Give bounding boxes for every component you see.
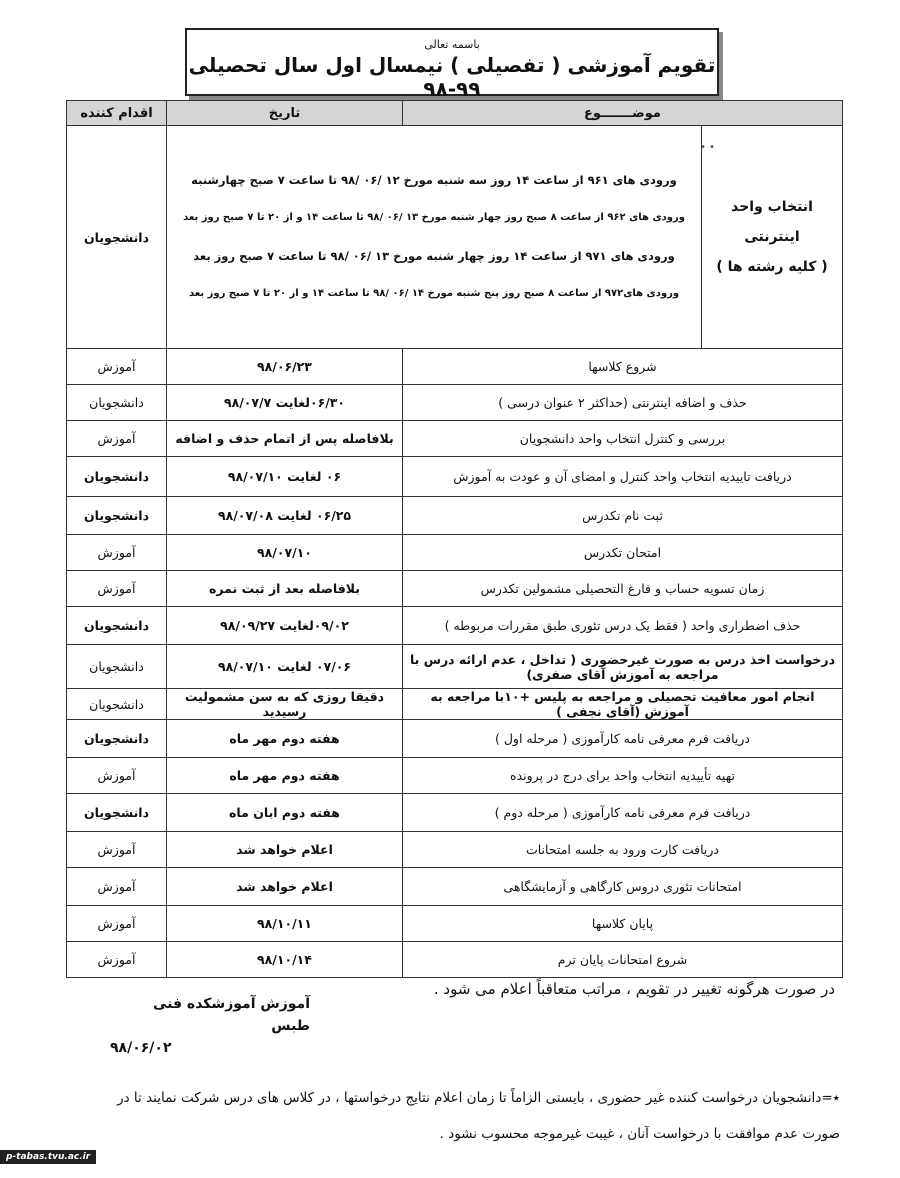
row-date: ۰۶/۲۵ لغایت ۹۸/۰۷/۰۸ [167,497,403,535]
row-date: ۰۹/۰۲لغایت ۹۸/۰۹/۲۷ [167,607,403,645]
row-actor: دانشجویان [67,720,167,758]
table-row [67,607,843,645]
registration-row [67,126,843,349]
table-row [67,421,843,457]
title-box [185,28,719,101]
row-subject: تهیه تأییدیه انتخاب واحد برای درج در پرونده [403,758,843,794]
table-row [67,720,843,758]
registration-cell [167,126,843,349]
row-date: اعلام خواهد شد [167,832,403,868]
table-row [67,497,843,535]
row-actor: آموزش [67,942,167,978]
row-subject: زمان تسویه حساب و فارغ التحصیلی مشمولین تکدرس [403,571,843,607]
row-actor: آموزش [67,758,167,794]
table-row [67,349,843,385]
table-row [67,385,843,421]
footnote-line: صورت عدم موافقت با درخواست آنان ، غیبت غیرموجه محسوب نشود . [439,1126,840,1142]
row-actor: دانشجویان [67,385,167,421]
page-title: تقویم آموزشی ( تفصیلی ) نیمسال اول سال تحصیلی ۹۹-۹۸ [188,53,716,101]
registration-actor: دانشجویان [67,126,167,349]
table-row [67,758,843,794]
row-date: اعلام خواهد شد [167,868,403,906]
row-subject: شروع کلاسها [403,349,843,385]
row-actor: آموزش [67,868,167,906]
row-actor: آموزش [67,571,167,607]
table-row [67,906,843,942]
header-date: تاریخ [167,101,403,126]
signature-name: آموزش آموزشکده فنی طبس [153,996,310,1034]
registration-line: ورودی های ۹۷۱ از ساعت ۱۴ روز چهار شنبه مورخ ۱۳ /۰۶ /۹۸ تا ساعت ۷ صبح روز بعد [193,249,675,263]
row-subject: درخواست اخذ درس به صورت غیرحضوری ( تداخل ، عدم ارائه درس با مراجعه به آموزش آقای صفری) [403,645,843,689]
row-subject: شروع امتحانات پایان ترم [403,942,843,978]
row-date: ۹۸/۰۷/۱۰ [167,535,403,571]
header-subject: موضـــــــوع [403,101,843,126]
row-date: ۹۸/۰۶/۲۳ [167,349,403,385]
footnote-line: ٭=دانشجویان درخواست کننده غیر حضوری ، بایستی الزاماً تا زمان اعلام نتایج درخواستها ، در کلاس های درس شرکت نمایند تا در [117,1090,840,1106]
signature-block [110,993,310,1059]
academic-calendar-table [66,100,843,978]
row-subject: حذف اضطراری واحد ( فقط یک درس تئوری طبق مقررات مربوطه ) [403,607,843,645]
row-subject: دریافت کارت ورود به جلسه امتحانات [403,832,843,868]
footnote [60,1080,840,1152]
registration-subject [701,126,842,348]
row-subject: دریافت فرم معرفی نامه کارآموزی ( مرحله دوم ) [403,794,843,832]
row-actor: دانشجویان [67,645,167,689]
table-row [67,794,843,832]
row-actor: آموزش [67,906,167,942]
row-actor: آموزش [67,349,167,385]
row-actor: دانشجویان [67,689,167,720]
table-row [67,457,843,497]
row-date: ۰۶/۳۰لغایت ۹۸/۰۷/۷ [167,385,403,421]
table-row [67,832,843,868]
row-date: ۹۸/۱۰/۱۴ [167,942,403,978]
row-subject: حذف و اضافه اینترنتی (حداکثر ۲ عنوان درسی ) [403,385,843,421]
row-actor: دانشجویان [67,497,167,535]
registration-line: ورودی های ۹۶۱ از ساعت ۱۴ روز سه شنبه مورخ ۱۲ /۰۶ /۹۸ تا ساعت ۷ صبح چهارشنبه [191,173,677,187]
table-row [67,868,843,906]
signature-date: ۹۸/۰۶/۰۲ [110,1040,172,1056]
table-row [67,942,843,978]
row-date: ۹۸/۱۰/۱۱ [167,906,403,942]
row-actor: آموزش [67,832,167,868]
row-subject: امتحان تکدرس [403,535,843,571]
row-subject: ثبت نام تکدرس [403,497,843,535]
change-notice: در صورت هرگونه تغییر در تقویم ، مراتب متعاقباً اعلام می شود . [433,980,835,998]
registration-schedule [167,126,701,348]
table-row [67,689,843,720]
site-watermark: p-tabas.tvu.ac.ir [0,1150,96,1164]
row-actor: دانشجویان [67,607,167,645]
row-subject: دریافت تاییدیه انتخاب واحد کنترل و امضای آن و عودت به آموزش [403,457,843,497]
row-date: ۰۶ لغایت ۹۸/۰۷/۱۰ [167,457,403,497]
row-actor: دانشجویان [67,457,167,497]
registration-subject-line2: ( کلیه رشته ها ) [716,259,828,275]
row-subject: دریافت فرم معرفی نامه کارآموزی ( مرحله اول ) [403,720,843,758]
row-subject: امتحانات تئوری دروس کارگاهی و آزمایشگاهی [403,868,843,906]
scan-dots: • • [700,142,715,153]
registration-line: ورودی های ۹۶۲ از ساعت ۸ صبح روز چهار شنبه مورخ ۱۳ /۰۶ /۹۸ تا ساعت ۱۴ و از ۲۰ تا ۷ صبح روز بعد [183,212,685,223]
row-subject: بررسی و کنترل انتخاب واحد دانشجویان [403,421,843,457]
row-actor: آموزش [67,421,167,457]
row-subject: انجام امور معافیت تحصیلی و مراجعه به پلیس +۱۰با مراجعه به آموزش (آقای نجفی ) [403,689,843,720]
registration-subject-line1: انتخاب واحد اینترنتی [731,199,813,245]
bismillah: باسمه تعالی [424,38,480,51]
row-date: هفته دوم مهر ماه [167,720,403,758]
row-actor: آموزش [67,535,167,571]
header-actor: اقدام کننده [67,101,167,126]
row-date: هفته دوم ابان ماه [167,794,403,832]
table-header-row [67,101,843,126]
row-date: هفته دوم مهر ماه [167,758,403,794]
registration-line: ورودی های۹۷۲ از ساعت ۸ صبح روز پنج شنبه مورخ ۱۴ /۰۶ /۹۸ تا ساعت ۱۴ و از ۲۰ تا ۷ صبح روز بعد [188,288,680,299]
table-row [67,535,843,571]
table-row [67,571,843,607]
row-date: ۰۷/۰۶ لغایت ۹۸/۰۷/۱۰ [167,645,403,689]
table-row [67,645,843,689]
row-actor: دانشجویان [67,794,167,832]
row-date: بلافاصله بعد از ثبت نمره [167,571,403,607]
row-subject: پایان کلاسها [403,906,843,942]
row-date: دقیقا روزی که به سن مشمولیت رسیدید [167,689,403,720]
row-date: بلافاصله پس از اتمام حذف و اضافه [167,421,403,457]
